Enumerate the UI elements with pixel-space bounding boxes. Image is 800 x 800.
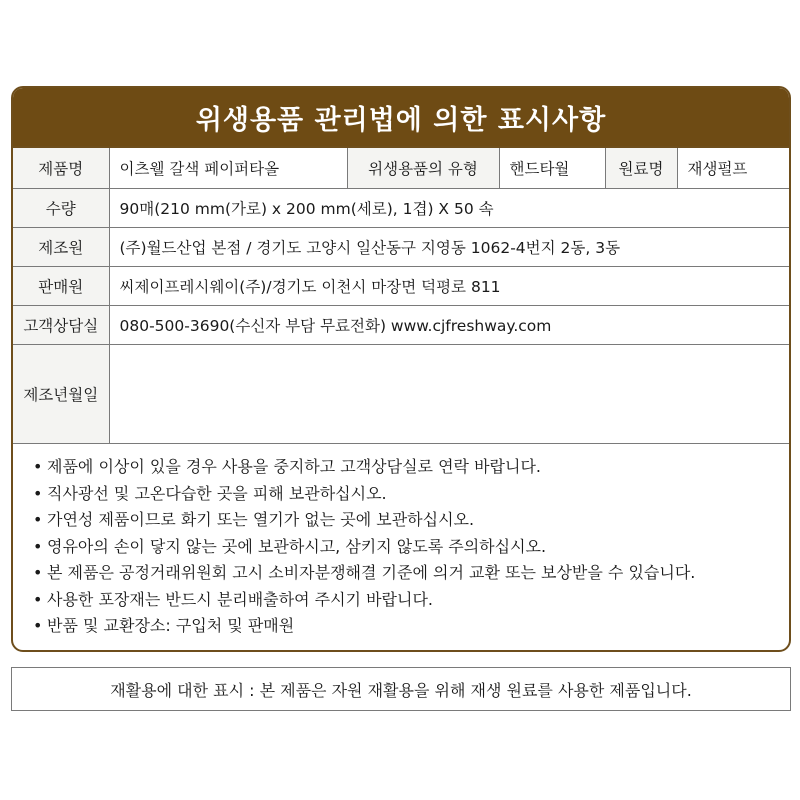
row-quantity — [13, 189, 789, 228]
bullet-icon: • — [33, 457, 43, 476]
row-seller — [13, 267, 789, 306]
bullet-icon: • — [33, 616, 43, 635]
recycle-notice: 재활용에 대한 표시 : 본 제품은 자원 재활용을 위해 재생 원료를 사용한 제품입니다. — [11, 667, 791, 711]
mfg-date-value — [109, 345, 789, 444]
quantity-label: 수량 — [13, 189, 109, 228]
row-consult — [13, 306, 789, 345]
consult-value: 080-500-3690(수신자 부담 무료전화) www.cjfreshway.com — [109, 306, 789, 345]
mfg-date-label: 제조년월일 — [13, 345, 109, 444]
manufacturer-value: (주)월드산업 본점 / 경기도 고양시 일산동구 지영동 1062-4번지 2동, 3동 — [109, 228, 789, 267]
note-text: 반품 및 교환장소: 구입처 및 판매원 — [47, 616, 295, 635]
note-item — [33, 507, 789, 534]
row-manufacturer — [13, 228, 789, 267]
product-name-value: 이츠웰 갈색 페이퍼타올 — [109, 148, 347, 189]
product-type-value: 핸드타월 — [499, 148, 605, 189]
note-text: 직사광선 및 고온다습한 곳을 피해 보관하십시오. — [47, 483, 387, 503]
manufacturer-label: 제조원 — [13, 228, 109, 267]
note-item — [33, 454, 789, 481]
bullet-icon: • — [33, 510, 43, 529]
product-type-label: 위생용품의 유형 — [347, 148, 499, 189]
seller-label: 판매원 — [13, 267, 109, 306]
label-title: 위생용품 관리법에 의한 표시사항 — [13, 88, 789, 148]
info-table — [13, 148, 789, 444]
label-panel — [11, 86, 791, 652]
row-product — [13, 148, 789, 189]
note-item — [33, 587, 789, 614]
bullet-icon: • — [33, 536, 43, 556]
note-item — [33, 534, 789, 561]
quantity-value: 90매(210 mm(가로) x 200 mm(세로), 1겹) X 50 속 — [109, 189, 789, 228]
note-text: 영유아의 손이 닿지 않는 곳에 보관하시고, 삼키지 않도록 주의하십시오. — [47, 536, 547, 556]
note-text: 가연성 제품이므로 화기 또는 열기가 없는 곳에 보관하십시오. — [47, 510, 475, 529]
note-text: 본 제품은 공정거래위원회 고시 소비자분쟁해결 기준에 의거 교환 또는 보상받을 수 있습니다. — [47, 563, 696, 582]
bullet-icon: • — [33, 563, 43, 582]
seller-value: 씨제이프레시웨이(주)/경기도 이천시 마장면 덕평로 811 — [109, 267, 789, 306]
material-label: 원료명 — [605, 148, 677, 189]
note-item — [33, 560, 789, 587]
material-value: 재생펄프 — [677, 148, 789, 189]
note-item — [33, 481, 789, 508]
consult-label: 고객상담실 — [13, 306, 109, 345]
row-mfg-date — [13, 345, 789, 444]
bullet-icon: • — [33, 483, 43, 503]
note-text: 사용한 포장재는 반드시 분리배출하여 주시기 바랍니다. — [47, 589, 434, 609]
note-text: 제품에 이상이 있을 경우 사용을 중지하고 고객상담실로 연락 바랍니다. — [47, 457, 541, 476]
product-name-label: 제품명 — [13, 148, 109, 189]
bullet-icon: • — [33, 589, 43, 609]
caution-notes — [13, 444, 789, 640]
note-item — [33, 613, 789, 640]
